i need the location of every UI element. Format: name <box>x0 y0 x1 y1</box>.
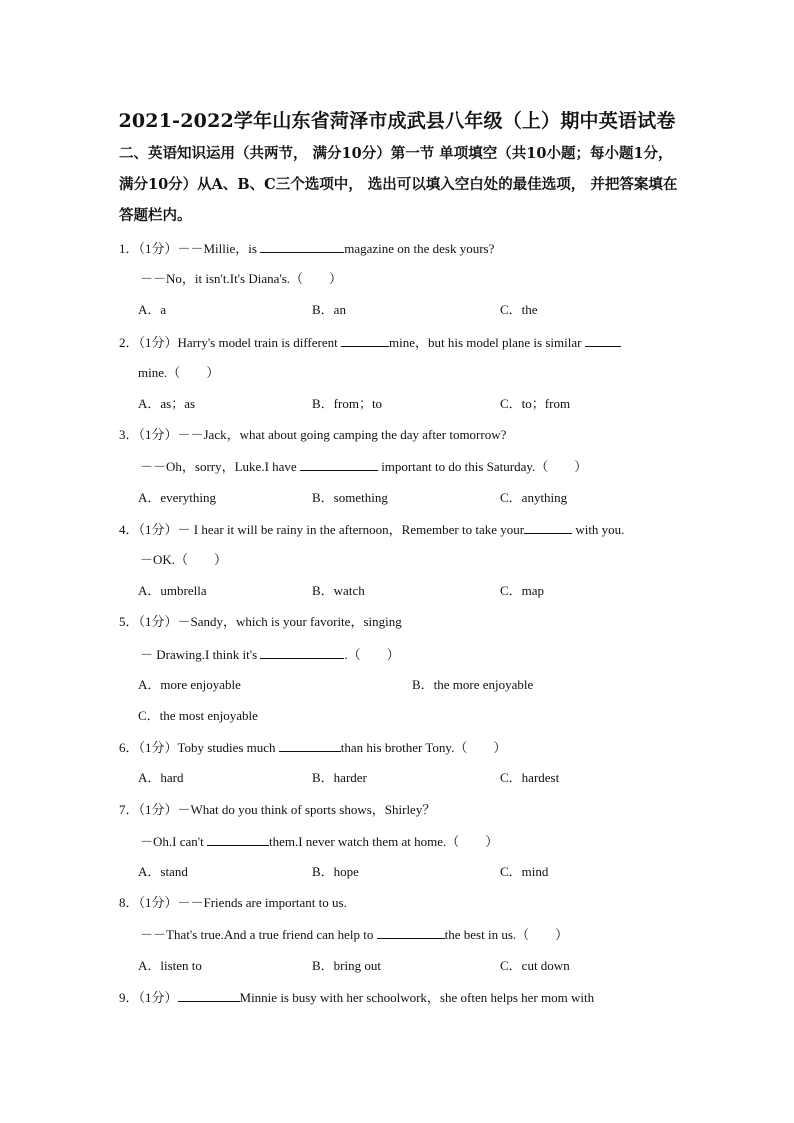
question-8-dialogue-post: the best in us.（ ） <box>444 927 569 942</box>
question-2-option-c: C．to；from <box>500 396 571 411</box>
question-3-dialogue-pre: －－Oh，sorry，Luke.I have <box>140 459 300 474</box>
question-7-option-b: B．hope <box>312 864 359 879</box>
question-4-text-post: with you. <box>572 522 625 537</box>
question-7-dialogue-pre: －Oh.I can't <box>140 834 207 849</box>
question-4-option-c: C．map <box>500 583 545 598</box>
question-5: 5．（1分）－Sandy，which is your favorite，singing <box>119 614 402 629</box>
question-8: 8．（1分）－－Friends are important to us. <box>119 895 347 910</box>
question-7-option-c: C．mind <box>500 864 549 879</box>
question-6-text-pre: 6．（1分）Toby studies much <box>119 740 279 755</box>
question-2 <box>119 334 621 351</box>
answer-blank <box>178 989 240 1002</box>
question-1-text-post: magazine on the desk yours? <box>344 241 495 256</box>
question-2-text-mid: mine，but his model plane is similar <box>388 335 585 350</box>
answer-blank <box>585 334 621 347</box>
question-3: 3．（1分）－－Jack，what about going camping the day after tomorrow? <box>119 427 507 442</box>
question-2-text-pre: 2．（1分）Harry's model train is different <box>119 335 341 350</box>
answer-blank <box>279 739 341 752</box>
question-2-option-b: B．from；to <box>312 396 383 411</box>
question-2-line-2: mine.（ ） <box>138 365 220 380</box>
question-9-text-post: Minnie is busy with her schoolwork，she often helps her mom with <box>239 990 595 1005</box>
question-3-option-b: B．something <box>312 490 388 505</box>
section-header-line-1: 二、英语知识运用（共两节， 满分10分）第一节 单项填空（共10小题；每小题1分， <box>119 145 673 162</box>
answer-blank <box>260 646 344 659</box>
answer-blank <box>300 458 378 471</box>
page-title: 2021-2022学年山东省菏泽市成武县八年级（上）期中英语试卷 <box>118 110 676 132</box>
question-5-option-c: C．the most enjoyable <box>138 708 258 723</box>
answer-blank <box>377 926 445 939</box>
question-7: 7．（1分）－What do you think of sports shows，Shirley？ <box>119 802 436 817</box>
question-3-option-c: C．anything <box>500 490 568 505</box>
answer-blank <box>524 521 572 534</box>
question-1-option-c: C．the <box>500 302 538 317</box>
question-9 <box>119 989 594 1006</box>
question-5-option-a: A．more enjoyable <box>138 677 241 692</box>
question-1-text-pre: 1．（1分）－－Millie，is <box>119 241 261 256</box>
question-5-option-b: B．the more enjoyable <box>412 677 534 692</box>
answer-blank <box>260 240 344 253</box>
question-4-dialogue: －OK.（ ） <box>140 552 228 567</box>
question-2-option-a: A．as；as <box>138 396 196 411</box>
question-6-option-b: B．harder <box>312 770 367 785</box>
question-5-dialogue <box>140 646 400 663</box>
question-1-option-a: A．a <box>138 302 167 317</box>
question-7-dialogue <box>140 833 498 850</box>
question-4 <box>119 521 624 538</box>
question-3-dialogue <box>140 458 587 475</box>
question-7-option-a: A．stand <box>138 864 188 879</box>
question-5-dialogue-pre: － Drawing.I think it's <box>140 647 261 662</box>
question-6-option-a: A．hard <box>138 770 184 785</box>
question-4-text-pre: 4．（1分）－ I hear it will be rainy in the afternoon，Remember to take your <box>119 522 525 537</box>
question-1-option-b: B．an <box>312 302 346 317</box>
section-header-line-2: 满分10分）从A、B、C三个选项中， 选出可以填入空白处的最佳选项， 并把答案填在 <box>119 176 678 193</box>
answer-blank <box>341 334 389 347</box>
question-8-option-b: B．bring out <box>312 958 381 973</box>
question-1-dialogue: －－No，it isn't.It's Diana's.（ ） <box>140 271 343 286</box>
question-4-option-a: A．umbrella <box>138 583 207 598</box>
question-6-text-post: than his brother Tony.（ ） <box>340 740 507 755</box>
question-8-dialogue <box>140 926 568 943</box>
question-6 <box>119 739 506 756</box>
question-3-option-a: A．everything <box>138 490 216 505</box>
question-9-text-pre: 9．（1分） <box>119 990 178 1005</box>
section-header-line-3: 答题栏内。 <box>119 207 192 224</box>
question-7-dialogue-post: them.I never watch them at home.（ ） <box>268 834 499 849</box>
answer-blank <box>207 833 269 846</box>
question-4-option-b: B．watch <box>312 583 365 598</box>
question-5-dialogue-post: .（ ） <box>344 647 400 662</box>
question-8-option-a: A．listen to <box>138 958 202 973</box>
question-8-dialogue-pre: －－That's true.And a true friend can help to <box>140 927 377 942</box>
question-1 <box>119 240 494 257</box>
question-3-dialogue-post: important to do this Saturday.（ ） <box>377 459 588 474</box>
question-6-option-c: C．hardest <box>500 770 560 785</box>
question-8-option-c: C．cut down <box>500 958 570 973</box>
